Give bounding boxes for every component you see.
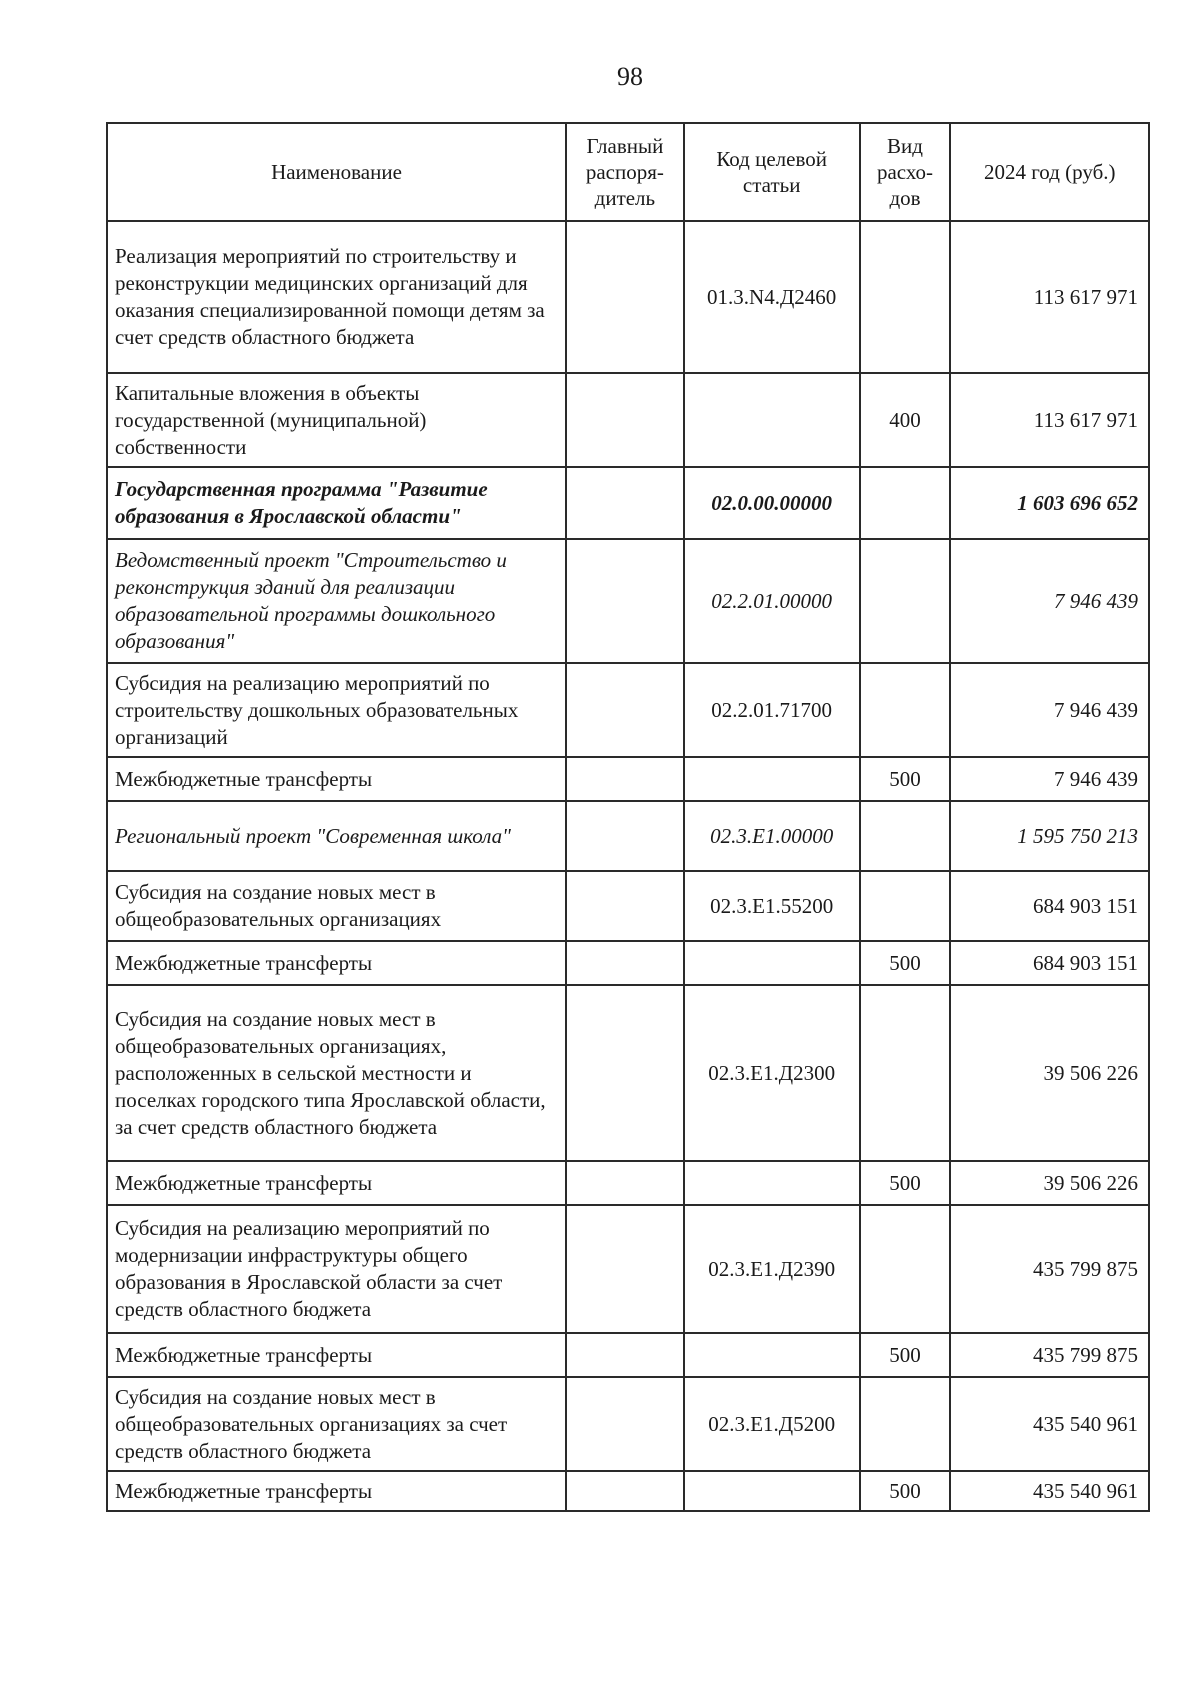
- table-row: [107, 663, 1149, 757]
- cell-name: Межбюджетные трансферты: [107, 941, 566, 985]
- cell-sum: 39 506 226: [950, 1161, 1149, 1205]
- cell-sum: 39 506 226: [950, 985, 1149, 1161]
- header-type: Вид расхо-дов: [860, 123, 951, 221]
- cell-type: [860, 1377, 951, 1471]
- cell-type: [860, 1205, 951, 1333]
- cell-name: Субсидия на создание новых мест в общеобразовательных организациях, расположенных в сельской местности и поселках городского типа Ярославской области, за счет средств областного бюджета: [107, 985, 566, 1161]
- table-row: [107, 1333, 1149, 1377]
- cell-admin: [566, 467, 684, 539]
- cell-type: 500: [860, 1333, 951, 1377]
- cell-admin: [566, 1205, 684, 1333]
- cell-type: [860, 801, 951, 871]
- cell-code: 02.3.Е1.Д2300: [684, 985, 860, 1161]
- cell-name: Субсидия на создание новых мест в общеобразовательных организациях: [107, 871, 566, 941]
- table-row: [107, 539, 1149, 663]
- cell-sum: 113 617 971: [950, 373, 1149, 467]
- table-row: [107, 221, 1149, 373]
- table-row: [107, 985, 1149, 1161]
- cell-admin: [566, 221, 684, 373]
- cell-admin: [566, 1333, 684, 1377]
- cell-type: [860, 221, 951, 373]
- cell-admin: [566, 871, 684, 941]
- cell-type: 500: [860, 1471, 951, 1511]
- table-row: [107, 871, 1149, 941]
- cell-admin: [566, 1377, 684, 1471]
- table-row: [107, 941, 1149, 985]
- cell-sum: 435 799 875: [950, 1333, 1149, 1377]
- cell-type: [860, 871, 951, 941]
- cell-code: [684, 1161, 860, 1205]
- table-body: [107, 221, 1149, 1511]
- cell-admin: [566, 373, 684, 467]
- cell-sum: 684 903 151: [950, 941, 1149, 985]
- header-admin: Главный распоря-дитель: [566, 123, 684, 221]
- cell-code: [684, 373, 860, 467]
- cell-name: Межбюджетные трансферты: [107, 757, 566, 801]
- table-row: [107, 1161, 1149, 1205]
- cell-code: [684, 1471, 860, 1511]
- cell-type: 500: [860, 941, 951, 985]
- cell-name: Капитальные вложения в объекты государственной (муниципальной) собственности: [107, 373, 566, 467]
- cell-code: 02.2.01.00000: [684, 539, 860, 663]
- cell-sum: 435 540 961: [950, 1377, 1149, 1471]
- cell-name: Субсидия на реализацию мероприятий по строительству дошкольных образовательных организаций: [107, 663, 566, 757]
- cell-admin: [566, 757, 684, 801]
- cell-type: [860, 985, 951, 1161]
- table-row: [107, 467, 1149, 539]
- table-row: [107, 801, 1149, 871]
- header-name: Наименование: [107, 123, 566, 221]
- cell-name: Межбюджетные трансферты: [107, 1471, 566, 1511]
- cell-sum: 1 595 750 213: [950, 801, 1149, 871]
- cell-sum: 7 946 439: [950, 757, 1149, 801]
- cell-name: Межбюджетные трансферты: [107, 1333, 566, 1377]
- cell-sum: 435 540 961: [950, 1471, 1149, 1511]
- cell-type: 400: [860, 373, 951, 467]
- page-number: 98: [617, 62, 643, 91]
- cell-sum: 113 617 971: [950, 221, 1149, 373]
- cell-code: 01.3.N4.Д2460: [684, 221, 860, 373]
- cell-name: Ведомственный проект "Строительство и реконструкция зданий для реализации образовательной программы дошкольного образования": [107, 539, 566, 663]
- cell-code: 02.3.Е1.Д2390: [684, 1205, 860, 1333]
- cell-sum: 7 946 439: [950, 663, 1149, 757]
- cell-code: 02.3.Е1.55200: [684, 871, 860, 941]
- table-row: [107, 373, 1149, 467]
- cell-name: Государственная программа "Развитие образования в Ярославской области": [107, 467, 566, 539]
- cell-admin: [566, 801, 684, 871]
- cell-admin: [566, 985, 684, 1161]
- cell-code: [684, 941, 860, 985]
- header-sum: 2024 год (руб.): [950, 123, 1149, 221]
- header-code: Код целевой статьи: [684, 123, 860, 221]
- table-row: [107, 1471, 1149, 1511]
- cell-type: [860, 663, 951, 757]
- table-row: [107, 1205, 1149, 1333]
- cell-type: 500: [860, 757, 951, 801]
- cell-code: 02.2.01.71700: [684, 663, 860, 757]
- table-header-row: [107, 123, 1149, 221]
- cell-code: 02.3.Е1.Д5200: [684, 1377, 860, 1471]
- cell-sum: 7 946 439: [950, 539, 1149, 663]
- cell-name: Субсидия на реализацию мероприятий по модернизации инфраструктуры общего образования в Ярославской области за счет средств областного бюджета: [107, 1205, 566, 1333]
- table-row: [107, 1377, 1149, 1471]
- cell-type: [860, 539, 951, 663]
- cell-sum: 684 903 151: [950, 871, 1149, 941]
- cell-name: Межбюджетные трансферты: [107, 1161, 566, 1205]
- cell-admin: [566, 663, 684, 757]
- cell-sum: 1 603 696 652: [950, 467, 1149, 539]
- cell-admin: [566, 1161, 684, 1205]
- cell-type: [860, 467, 951, 539]
- cell-sum: 435 799 875: [950, 1205, 1149, 1333]
- cell-code: 02.3.Е1.00000: [684, 801, 860, 871]
- cell-code: [684, 757, 860, 801]
- cell-admin: [566, 941, 684, 985]
- cell-name: Субсидия на создание новых мест в общеобразовательных организациях за счет средств областного бюджета: [107, 1377, 566, 1471]
- cell-name: Региональный проект "Современная школа": [107, 801, 566, 871]
- cell-name: Реализация мероприятий по строительству и реконструкции медицинских организаций для оказания специализированной помощи детям за счет средств областного бюджета: [107, 221, 566, 373]
- cell-code: 02.0.00.00000: [684, 467, 860, 539]
- table-row: [107, 757, 1149, 801]
- cell-code: [684, 1333, 860, 1377]
- cell-admin: [566, 1471, 684, 1511]
- budget-table: [106, 122, 1150, 1512]
- cell-admin: [566, 539, 684, 663]
- cell-type: 500: [860, 1161, 951, 1205]
